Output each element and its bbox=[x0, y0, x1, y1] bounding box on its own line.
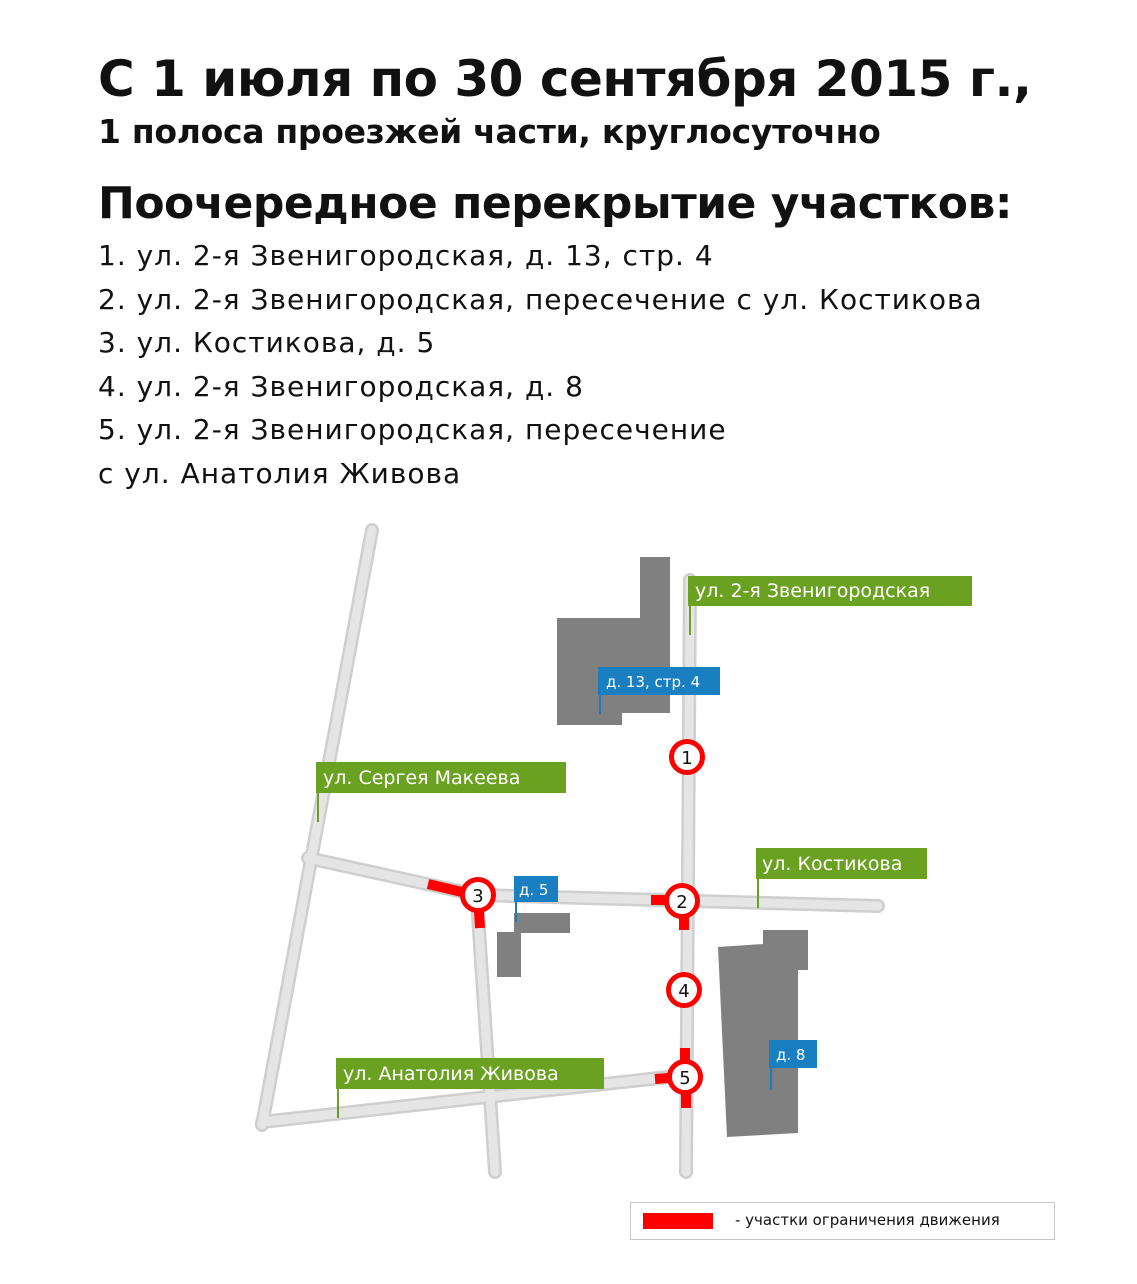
label-makeeva-text: ул. Сергея Макеева bbox=[323, 767, 521, 789]
section-item-1: 1. ул. 2-я Звенигородская, д. 13, стр. 4 bbox=[98, 239, 714, 272]
restriction-segment-5-west bbox=[655, 1078, 668, 1079]
marker-1[interactable] bbox=[672, 742, 703, 773]
marker-4[interactable] bbox=[669, 975, 700, 1006]
section-item-5-continued: с ул. Анатолия Живова bbox=[98, 456, 462, 490]
label-zvenigorodskaya bbox=[688, 576, 972, 635]
legend-restriction-swatch bbox=[643, 1213, 713, 1229]
page-title: С 1 июля по 30 сентября 2015 г., bbox=[98, 50, 1032, 108]
page-subtitle: 1 полоса проезжей части, круглосуточно bbox=[98, 112, 881, 151]
marker-5[interactable] bbox=[670, 1062, 701, 1093]
section-item-5: 5. ул. 2-я Звенигородская, пересечение bbox=[98, 413, 727, 446]
marker-2-label: 2 bbox=[676, 892, 688, 913]
section-item-3: 3. ул. Костикова, д. 5 bbox=[98, 326, 436, 359]
building-13-str-4 bbox=[557, 557, 670, 725]
section-item-2: 2. ул. 2-я Звенигородская, пересечение с ул. Костикова bbox=[98, 282, 983, 316]
marker-2[interactable] bbox=[667, 886, 698, 917]
marker-3[interactable] bbox=[463, 880, 494, 911]
marker-4-label: 4 bbox=[678, 981, 690, 1002]
legend bbox=[630, 1202, 1055, 1240]
marker-5-label: 5 bbox=[679, 1068, 691, 1089]
label-kostikova-text: ул. Костикова bbox=[762, 853, 903, 875]
marker-3-label: 3 bbox=[472, 886, 484, 907]
legend-text: - участки ограничения движения bbox=[735, 1211, 1000, 1229]
label-zhivova-text: ул. Анатолия Живова bbox=[343, 1063, 559, 1085]
label-building-13-text: д. 13, стр. 4 bbox=[606, 673, 701, 691]
road-makeeva bbox=[262, 530, 372, 1125]
label-makeeva bbox=[316, 762, 566, 822]
sections-heading: Поочередное перекрытие участков: bbox=[98, 178, 1012, 229]
building-8 bbox=[718, 930, 808, 1137]
buildings bbox=[497, 557, 808, 1137]
label-building-5-text: д. 5 bbox=[519, 881, 549, 899]
section-markers bbox=[463, 742, 703, 1093]
building-5 bbox=[497, 913, 570, 977]
label-building-8-text: д. 8 bbox=[776, 1046, 806, 1064]
marker-1-label: 1 bbox=[681, 748, 693, 769]
section-item-4: 4. ул. 2-я Звенигородская, д. 8 bbox=[98, 369, 584, 403]
restriction-segment-3-south bbox=[479, 912, 480, 928]
label-zvenigorodskaya-text: ул. 2-я Звенигородская bbox=[695, 580, 931, 602]
